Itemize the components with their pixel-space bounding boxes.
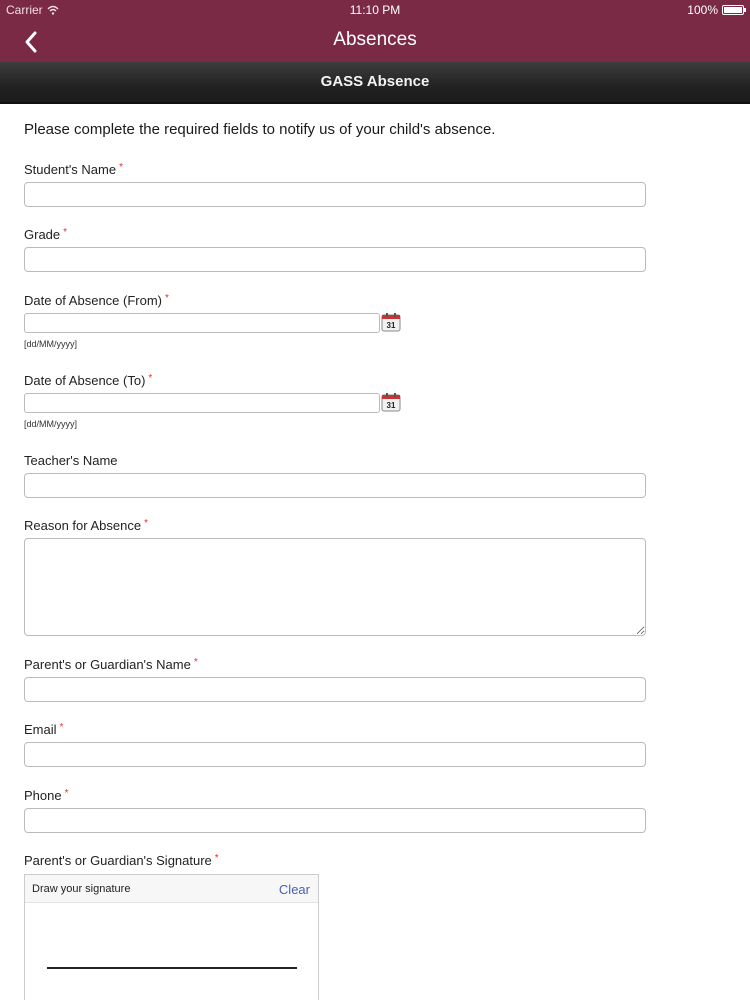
battery-fill bbox=[724, 7, 742, 13]
date-from-label bbox=[24, 293, 169, 308]
signature-clear-button[interactable]: Clear bbox=[278, 882, 310, 897]
signature-pad[interactable] bbox=[24, 874, 319, 1000]
calendar-icon bbox=[381, 392, 401, 412]
required-mark: * bbox=[63, 227, 68, 238]
signature-pad-header bbox=[25, 875, 318, 903]
signature-baseline bbox=[47, 967, 297, 969]
battery-indicator bbox=[687, 3, 744, 17]
email-label-text: Email bbox=[24, 722, 57, 737]
required-mark: * bbox=[144, 518, 148, 529]
reason-textarea[interactable] bbox=[24, 538, 646, 636]
required-mark: * bbox=[165, 293, 169, 304]
teacher-name-label-text: Teacher's Name bbox=[24, 453, 118, 468]
nav-bar bbox=[0, 20, 750, 62]
reason-label bbox=[24, 518, 148, 533]
required-mark: * bbox=[59, 722, 64, 733]
status-bar bbox=[0, 0, 750, 20]
form-header bbox=[0, 62, 750, 104]
email-input[interactable] bbox=[24, 742, 646, 767]
status-time: 11:10 PM bbox=[349, 3, 401, 17]
reason-label-text: Reason for Absence bbox=[24, 518, 142, 533]
carrier-label: Carrier bbox=[6, 3, 43, 17]
grade-label-text: Grade bbox=[24, 227, 61, 242]
required-mark: * bbox=[193, 657, 198, 668]
calendar-day-text: 31 bbox=[386, 401, 396, 410]
required-mark: * bbox=[148, 373, 153, 384]
date-from-label-text: Date of Absence (From) bbox=[24, 293, 162, 308]
calendar-button-from[interactable] bbox=[381, 312, 401, 332]
calendar-icon bbox=[381, 312, 401, 332]
teacher-name-label bbox=[24, 453, 118, 468]
signature-label bbox=[24, 853, 219, 868]
guardian-name-label-text: Parent's or Guardian's Name bbox=[24, 657, 191, 672]
date-to-label bbox=[24, 373, 152, 388]
phone-label bbox=[24, 788, 69, 803]
signature-label-text: Parent's or Guardian's Signature bbox=[24, 853, 212, 868]
required-mark: * bbox=[64, 788, 69, 799]
signature-placeholder: Draw your signature bbox=[32, 883, 131, 895]
calendar-day-text: 31 bbox=[386, 321, 396, 330]
date-to-input[interactable] bbox=[24, 393, 380, 413]
date-to-format-hint: [dd/MM/yyyy] bbox=[24, 419, 78, 429]
student-name-input[interactable] bbox=[24, 182, 646, 207]
page-title: Absences bbox=[333, 29, 417, 50]
guardian-name-label bbox=[24, 657, 198, 672]
phone-input[interactable] bbox=[24, 808, 646, 833]
required-mark: * bbox=[119, 162, 123, 173]
guardian-name-input[interactable] bbox=[24, 677, 646, 702]
email-label bbox=[24, 722, 63, 737]
student-name-label-text: Student's Name bbox=[24, 162, 117, 177]
date-from-input[interactable] bbox=[24, 313, 380, 333]
calendar-button-to[interactable] bbox=[381, 392, 401, 412]
student-name-label bbox=[24, 162, 123, 177]
grade-input[interactable] bbox=[24, 247, 646, 272]
grade-label bbox=[24, 227, 67, 242]
teacher-name-input[interactable] bbox=[24, 473, 646, 498]
required-mark: * bbox=[214, 853, 219, 864]
phone-label-text: Phone bbox=[24, 788, 62, 803]
form-title: GASS Absence bbox=[320, 73, 430, 90]
battery-icon bbox=[722, 5, 744, 15]
date-to-label-text: Date of Absence (To) bbox=[24, 373, 146, 388]
form-intro: Please complete the required fields to notify us of your child's absence. bbox=[24, 121, 496, 138]
date-from-format-hint: [dd/MM/yyyy] bbox=[24, 339, 78, 349]
battery-percent: 100% bbox=[687, 3, 718, 17]
